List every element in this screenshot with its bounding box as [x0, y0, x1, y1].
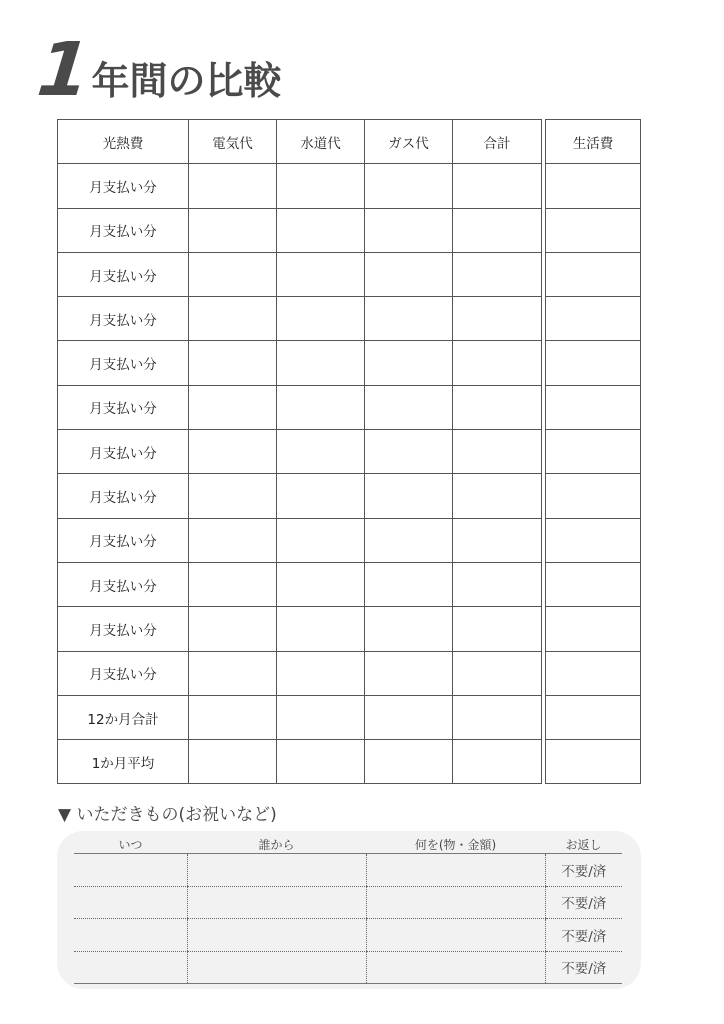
- row-label: 月支払い分: [58, 385, 189, 429]
- entry-cell[interactable]: [453, 297, 542, 341]
- entry-cell[interactable]: [546, 341, 641, 385]
- row-label: 月支払い分: [58, 297, 189, 341]
- utility-comparison-table: [57, 119, 542, 784]
- entry-cell[interactable]: [546, 651, 641, 695]
- column-header: ガス代: [365, 120, 453, 164]
- row-label: 月支払い分: [58, 430, 189, 474]
- entry-cell[interactable]: [189, 651, 277, 695]
- entry-cell[interactable]: [365, 607, 453, 651]
- entry-cell[interactable]: [277, 385, 365, 429]
- entry-cell[interactable]: [74, 854, 187, 887]
- column-header: 生活費: [546, 120, 641, 164]
- entry-cell[interactable]: [546, 518, 641, 562]
- entry-cell[interactable]: [277, 474, 365, 518]
- table-row: [546, 518, 641, 562]
- entry-cell[interactable]: [453, 430, 542, 474]
- entry-cell[interactable]: [277, 562, 365, 606]
- gifts-column-header: いつ: [74, 836, 187, 854]
- entry-cell[interactable]: [453, 385, 542, 429]
- entry-cell[interactable]: [74, 886, 187, 919]
- entry-cell[interactable]: [453, 164, 542, 208]
- table-header-row: [58, 120, 542, 164]
- living-expense-table: [545, 119, 641, 784]
- entry-cell[interactable]: [189, 740, 277, 784]
- table-row: [546, 208, 641, 252]
- entry-cell[interactable]: [189, 341, 277, 385]
- entry-cell[interactable]: [365, 430, 453, 474]
- entry-cell[interactable]: [453, 208, 542, 252]
- entry-cell[interactable]: [546, 430, 641, 474]
- table-row: [58, 208, 542, 252]
- entry-cell[interactable]: [277, 164, 365, 208]
- entry-cell[interactable]: [365, 341, 453, 385]
- entry-cell[interactable]: [365, 562, 453, 606]
- return-status[interactable]: 不要/済: [545, 919, 622, 952]
- table-row: [546, 562, 641, 606]
- return-status[interactable]: 不要/済: [545, 854, 622, 887]
- entry-cell[interactable]: [546, 740, 641, 784]
- table-row: [58, 607, 542, 651]
- table-row: [58, 474, 542, 518]
- row-label: 月支払い分: [58, 252, 189, 296]
- entry-cell[interactable]: [277, 607, 365, 651]
- column-header: 光熱費: [58, 120, 189, 164]
- gifts-table: [74, 836, 622, 984]
- entry-cell[interactable]: [365, 695, 453, 739]
- entry-cell[interactable]: [366, 919, 545, 952]
- row-label: 月支払い分: [58, 651, 189, 695]
- entry-cell[interactable]: [189, 164, 277, 208]
- column-header: 水道代: [277, 120, 365, 164]
- gifts-column-header: 誰から: [187, 836, 366, 854]
- entry-cell[interactable]: [546, 208, 641, 252]
- entry-cell[interactable]: [187, 919, 366, 952]
- entry-cell[interactable]: [365, 474, 453, 518]
- entry-cell[interactable]: [189, 430, 277, 474]
- table-row: [546, 297, 641, 341]
- gifts-header-row: [74, 836, 622, 854]
- entry-cell[interactable]: [187, 854, 366, 887]
- entry-cell[interactable]: [187, 951, 366, 984]
- entry-cell[interactable]: [366, 886, 545, 919]
- row-label: 月支払い分: [58, 474, 189, 518]
- entry-cell[interactable]: [546, 385, 641, 429]
- entry-cell[interactable]: [187, 886, 366, 919]
- entry-cell[interactable]: [546, 474, 641, 518]
- entry-cell[interactable]: [366, 854, 545, 887]
- entry-cell[interactable]: [546, 164, 641, 208]
- entry-cell[interactable]: [365, 297, 453, 341]
- entry-cell[interactable]: [189, 607, 277, 651]
- table-row: [546, 430, 641, 474]
- gift-row: [74, 919, 622, 952]
- entry-cell[interactable]: [453, 518, 542, 562]
- table-row: [546, 695, 641, 739]
- gifts-column-header: 何を(物・金額): [366, 836, 545, 854]
- entry-cell[interactable]: [277, 297, 365, 341]
- row-label: 月支払い分: [58, 518, 189, 562]
- row-label: 月支払い分: [58, 208, 189, 252]
- entry-cell[interactable]: [277, 651, 365, 695]
- entry-cell[interactable]: [189, 695, 277, 739]
- entry-cell[interactable]: [366, 951, 545, 984]
- gift-row: [74, 854, 622, 887]
- entry-cell[interactable]: [189, 252, 277, 296]
- table-row: [546, 474, 641, 518]
- table-row: [58, 252, 542, 296]
- entry-cell[interactable]: [546, 297, 641, 341]
- entry-cell[interactable]: [74, 919, 187, 952]
- entry-cell[interactable]: [277, 252, 365, 296]
- entry-cell[interactable]: [365, 740, 453, 784]
- entry-cell[interactable]: [365, 651, 453, 695]
- table-row: [546, 164, 641, 208]
- entry-cell[interactable]: [546, 252, 641, 296]
- entry-cell[interactable]: [453, 252, 542, 296]
- entry-cell[interactable]: [74, 951, 187, 984]
- entry-cell[interactable]: [453, 474, 542, 518]
- entry-cell[interactable]: [453, 562, 542, 606]
- entry-cell[interactable]: [189, 385, 277, 429]
- entry-cell[interactable]: [365, 164, 453, 208]
- table-row: [546, 252, 641, 296]
- entry-cell[interactable]: [546, 562, 641, 606]
- entry-cell[interactable]: [453, 740, 542, 784]
- row-label: 月支払い分: [58, 607, 189, 651]
- column-header: 合計: [453, 120, 542, 164]
- row-label: 1か月平均: [58, 740, 189, 784]
- table-row: [546, 651, 641, 695]
- table-row: [58, 341, 542, 385]
- table-row: [58, 562, 542, 606]
- entry-cell[interactable]: [277, 740, 365, 784]
- entry-cell[interactable]: [189, 297, 277, 341]
- entry-cell[interactable]: [546, 607, 641, 651]
- table-row: [58, 695, 542, 739]
- entry-cell[interactable]: [453, 341, 542, 385]
- table-row: [546, 385, 641, 429]
- gift-row: [74, 886, 622, 919]
- row-label: 月支払い分: [58, 562, 189, 606]
- entry-cell[interactable]: [277, 518, 365, 562]
- entry-cell[interactable]: [277, 208, 365, 252]
- entry-cell[interactable]: [189, 562, 277, 606]
- table-row: [58, 651, 542, 695]
- table-row: [58, 518, 542, 562]
- entry-cell[interactable]: [546, 695, 641, 739]
- table-row: [546, 607, 641, 651]
- gifts-column-header: お返し: [545, 836, 622, 854]
- table-row: [58, 430, 542, 474]
- entry-cell[interactable]: [189, 518, 277, 562]
- title-number: 1: [33, 27, 93, 113]
- entry-cell[interactable]: [453, 651, 542, 695]
- gift-row: [74, 951, 622, 984]
- return-status[interactable]: 不要/済: [545, 951, 622, 984]
- entry-cell[interactable]: [277, 341, 365, 385]
- gifts-heading: ▼ いただきもの(お祝いなど): [58, 805, 277, 825]
- row-label: 月支払い分: [58, 164, 189, 208]
- page-title: [33, 27, 282, 113]
- return-status[interactable]: 不要/済: [545, 886, 622, 919]
- table-row: [546, 740, 641, 784]
- entry-cell[interactable]: [189, 474, 277, 518]
- table-row: [58, 740, 542, 784]
- entry-cell[interactable]: [365, 518, 453, 562]
- column-header: 電気代: [189, 120, 277, 164]
- table-row: [546, 341, 641, 385]
- entry-cell[interactable]: [453, 607, 542, 651]
- title-text: 年間の比較: [91, 59, 282, 103]
- entry-cell[interactable]: [277, 430, 365, 474]
- entry-cell[interactable]: [189, 208, 277, 252]
- entry-cell[interactable]: [365, 252, 453, 296]
- table-row: [58, 385, 542, 429]
- row-label: 12か月合計: [58, 695, 189, 739]
- entry-cell[interactable]: [277, 695, 365, 739]
- entry-cell[interactable]: [365, 385, 453, 429]
- row-label: 月支払い分: [58, 341, 189, 385]
- entry-cell[interactable]: [453, 695, 542, 739]
- entry-cell[interactable]: [365, 208, 453, 252]
- table-row: [58, 164, 542, 208]
- table-row: [58, 297, 542, 341]
